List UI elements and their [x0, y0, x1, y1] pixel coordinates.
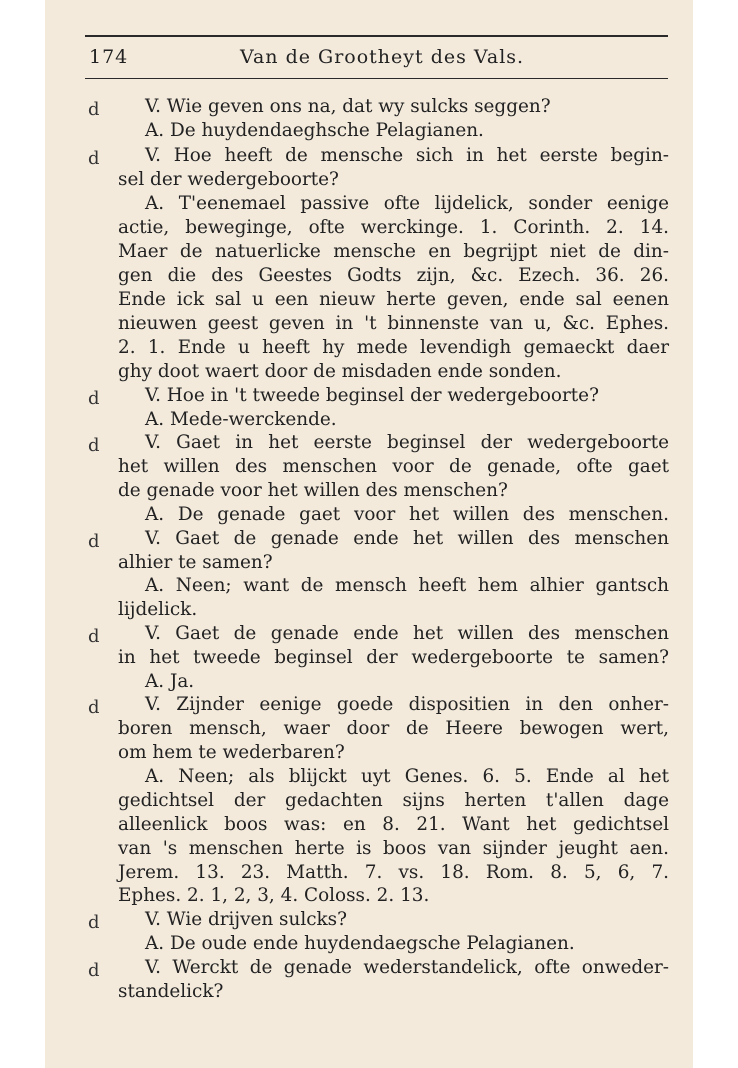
text-line: A. Neen; want de mensch heeft hem alhier gantsch: [145, 575, 669, 596]
text-line: Maer de natuerlicke mensche en begrijpt niet de din-: [118, 241, 669, 262]
text-line: actie, beweginge, ofte werckinge. 1. Corinth. 2. 14.: [118, 217, 669, 238]
text-line: het willen des menschen voor de genade, ofte gaet: [118, 456, 669, 477]
text-line: Jerem. 13. 23. Matth. 7. vs. 18. Rom. 8. 5, 6, 7.: [118, 862, 669, 883]
text-line: V. Gaet de genade ende het willen des menschen: [145, 623, 669, 644]
text-line: A. Mede-werckende.: [145, 409, 337, 430]
text-line: gen die des Geestes Godts zijn, &c. Ezech. 36. 26.: [118, 265, 669, 286]
margin-mark: d: [88, 148, 100, 169]
text-line: sel der wedergeboorte?: [118, 169, 339, 190]
text-line: in het tweede beginsel der wedergeboorte te samen?: [118, 647, 669, 668]
text-line: om hem te wederbaren?: [118, 742, 345, 763]
text-line: A. T'eenemael passive ofte lijdelick, sonder eenige: [145, 193, 669, 214]
margin-mark: d: [88, 960, 100, 981]
text-line: V. Hoe heeft de mensche sich in het eerste begin-: [145, 145, 669, 166]
text-line: V. Gaet in het eerste beginsel der wedergeboorte: [145, 432, 669, 453]
margin-mark: d: [88, 912, 100, 933]
text-line: A. De genade gaet voor het willen des menschen.: [145, 504, 669, 525]
text-line: A. De huydendaeghsche Pelagianen.: [145, 120, 484, 141]
margin-mark: d: [88, 531, 100, 552]
text-line: de genade voor het willen des menschen?: [118, 480, 508, 501]
text-line: V. Zijnder eenige goede dispositien in den onher-: [145, 694, 669, 715]
text-line: van 's menschen herte is boos van sijnder jeught aen.: [118, 838, 669, 859]
margin-mark: d: [88, 626, 100, 647]
text-line: alhier te samen?: [118, 552, 273, 573]
text-line: A. Neen; als blijckt uyt Genes. 6. 5. Ende al het: [145, 766, 669, 787]
text-line: ghy doot waert door de misdaden ende sonden.: [118, 361, 562, 382]
text-line: 2. 1. Ende u heeft hy mede levendigh gemaeckt daer: [118, 337, 669, 358]
text-line: boren mensch, waer door de Heere bewogen wert,: [118, 718, 669, 739]
text-line: V. Gaet de genade ende het willen des menschen: [145, 528, 669, 549]
margin-mark: d: [88, 388, 100, 409]
text-line: V. Hoe in 't tweede beginsel der wedergeboorte?: [145, 385, 599, 406]
header-rule-top: [85, 35, 668, 37]
text-line: Ende ick sal u een nieuw herte geven, ende sal eenen: [118, 289, 669, 310]
text-line: standelick?: [118, 981, 224, 1002]
text-line: gedichtsel der gedachten sijns herten t'allen dage: [118, 790, 669, 811]
text-line: Ephes. 2. 1, 2, 3, 4. Coloss. 2. 13.: [118, 885, 430, 906]
text-line: V. Wie geven ons na, dat wy sulcks seggen?: [145, 96, 551, 117]
text-line: V. Werckt de genade wederstandelick, ofte onweder-: [145, 957, 669, 978]
margin-mark: d: [88, 435, 100, 456]
text-line: lijdelick.: [118, 599, 198, 620]
margin-mark: d: [88, 99, 100, 120]
header-rule-bottom: [85, 78, 668, 79]
text-line: A. De oude ende huydendaegsche Pelagianen.: [145, 933, 575, 954]
text-line: nieuwen geest geven in 't binnenste van u, &c. Ephes.: [118, 313, 669, 334]
text-line: A. Ja.: [145, 671, 195, 692]
margin-mark: d: [88, 697, 100, 718]
text-line: V. Wie drijven sulcks?: [145, 909, 347, 930]
text-line: alleenlick boos was: en 8. 21. Want het gedichtsel: [118, 814, 669, 835]
running-title: Van de Grootheyt des Vals.: [240, 46, 525, 68]
page-number: 174: [89, 46, 129, 68]
